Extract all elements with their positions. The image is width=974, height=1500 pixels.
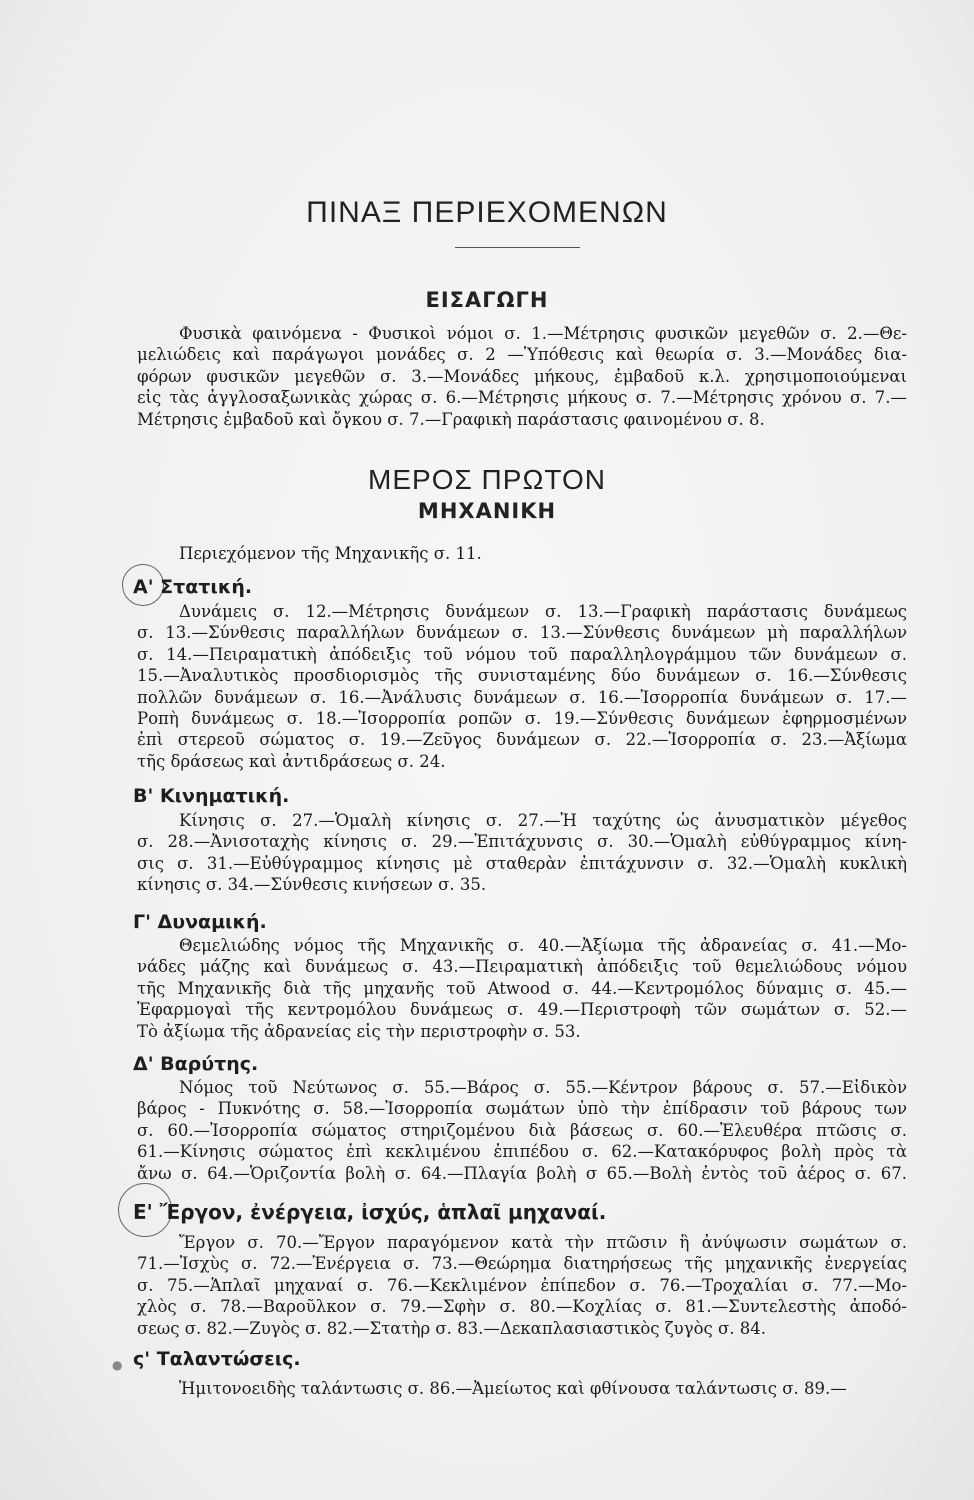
part-title: ΜΕΡΟΣ ΠΡΩΤΟΝ bbox=[368, 464, 606, 495]
text-line: Περιεχόμενον τῆς Μηχανικῆς σ. 11. bbox=[179, 544, 482, 563]
section-heading-work-energy: Ε' Ἔργον, ἐνέργεια, ἰσχύς, ἁπλαῖ μηχαναί. bbox=[133, 1200, 607, 1224]
section-paragraph-dynamics bbox=[137, 935, 907, 1042]
margin-dot-icon: ● bbox=[112, 1358, 123, 1372]
intro-heading: ΕΙΣΑΓΩΓΗ bbox=[425, 288, 549, 312]
text-line: Μέτρησις ἐμβαδοῦ καὶ ὄγκου σ. 7.—Γραφικὴ παράστασις φαινομένου σ. 8. bbox=[137, 409, 765, 429]
text-line: φόρων φυσικῶν μεγεθῶν σ. 3.—Μονάδες μήκους, ἐμβαδοῦ κ.λ. χρησιμοποιούμεναι bbox=[137, 366, 907, 386]
text-line: σ. 75.—Ἁπλαῖ μηχαναί σ. 76.—Κεκλιμένον ἐπίπεδον σ. 76.—Τροχαλίαι σ. 77.—Μο- bbox=[137, 1275, 907, 1295]
text-line: πολλῶν δυνάμεων σ. 16.—Ἀνάλυσις δυνάμεων σ. 16.—Ἰσορροπία δυνάμεων σ. 17.— bbox=[137, 687, 907, 707]
part-contents bbox=[137, 543, 907, 564]
part-subtitle: ΜΗΧΑΝΙΚΗ bbox=[417, 499, 557, 523]
text-line: Ἔργον σ. 70.—Ἔργον παραγόμενον κατὰ τὴν πτῶσιν ἢ ἀνύψωσιν σωμάτων σ. bbox=[179, 1233, 907, 1252]
text-line: Ροπὴ δυνάμεως σ. 18.—Ἰσορροπία ροπῶν σ. 19.—Σύνθεσις δυνάμεων ἐφηρμοσμένων bbox=[137, 709, 907, 729]
text-line: τῆς δράσεως καὶ ἀντιδράσεως σ. 24. bbox=[137, 751, 446, 771]
section-paragraph-work-energy bbox=[137, 1232, 907, 1339]
section-paragraph-kinematics bbox=[137, 810, 907, 896]
text-line: Κίνησις σ. 27.—Ὁμαλὴ κίνησις σ. 27.—Ἡ ταχύτης ὡς ἀνυσματικὸν μέγεθος bbox=[179, 811, 907, 830]
section-paragraph-statics bbox=[137, 601, 907, 772]
text-line: σις σ. 31.—Εὐθύγραμμος κίνησις μὲ σταθερὰν ἐπιτάχυνσιν σ. 32.—Ὁμαλὴ κυκλικὴ bbox=[137, 853, 907, 873]
text-line: Νόμος τοῦ Νεύτωνος σ. 55.—Βάρος σ. 55.—Κέντρον βάρους σ. 57.—Εἰδικὸν bbox=[179, 1078, 907, 1097]
text-line: νάδες μάζης καὶ δυνάμεως σ. 43.—Πειραματικὴ ἀπόδειξις τοῦ θεμελιώδους νόμου bbox=[137, 957, 907, 977]
text-line: σ. 60.—Ἰσορροπία σώματος στηριζομένου διὰ βάσεως σ. 60.—Ἐλευθέρα πτῶσις σ. bbox=[137, 1120, 907, 1140]
text-line: Τὸ ἀξίωμα τῆς ἀδρανείας εἰς τὴν περιστροφὴν σ. 53. bbox=[137, 1021, 581, 1041]
text-line: μελιώδεις καὶ παράγωγοι μονάδες σ. 2 —Ὑπόθεσις καὶ θεωρία σ. 3.—Μονάδες δια- bbox=[137, 345, 907, 365]
section-heading-oscillations: ς' Ταλαντώσεις. bbox=[133, 1348, 301, 1370]
text-line: τῆς Μηχανικῆς διὰ τῆς μηχανῆς τοῦ Atwood σ. 44.—Κεντρομόλος δύναμις σ. 45.— bbox=[137, 978, 907, 998]
title-divider bbox=[455, 247, 580, 248]
text-line: βάρος - Πυκνότης σ. 58.—Ἰσορροπία σωμάτων ὑπὸ τὴν ἐπίδρασιν τοῦ βάρους των bbox=[137, 1099, 907, 1119]
text-line: κίνησις σ. 34.—Σύνθεσις κινήσεων σ. 35. bbox=[137, 875, 487, 895]
section-heading-kinematics: Β' Κινηματική. bbox=[133, 785, 290, 807]
text-line: σεως σ. 82.—Ζυγὸς σ. 82.—Στατὴρ σ. 83.—Δεκαπλασιαστικὸς ζυγὸς σ. 84. bbox=[137, 1318, 766, 1338]
text-line: εἰς τὰς ἀγγλοσαξωνικὰς χώρας σ. 6.—Μέτρησις μήκους σ. 7.—Μέτρησις χρόνου σ. 7.— bbox=[137, 388, 907, 408]
intro-paragraph bbox=[137, 323, 907, 430]
text-line: 61.—Κίνησις σώματος ἐπὶ κεκλιμένου ἐπιπέδου σ. 62.—Κατακόρυφος βολὴ πρὸς τὰ bbox=[137, 1142, 907, 1162]
text-line: χλὸς σ. 78.—Βαροῦλκον σ. 79.—Σφὴν σ. 80.—Κοχλίας σ. 81.—Συντελεστὴς ἀποδό- bbox=[137, 1297, 907, 1317]
text-line: σ. 28.—Ἀνισοταχὴς κίνησις σ. 29.—Ἐπιτάχυνσις σ. 30.—Ὁμαλὴ εὐθύγραμμος κίνη- bbox=[137, 832, 907, 852]
section-paragraph-oscillations bbox=[137, 1378, 907, 1399]
text-line: 15.—Ἀναλυτικὸς προσδιορισμὸς τῆς συνισταμένης δύο δυνάμεων σ. 16.—Σύνθεσις bbox=[137, 666, 907, 686]
text-line: Θεμελιώδης νόμος τῆς Μηχανικῆς σ. 40.—Ἀξίωμα τῆς ἀδρανείας σ. 41.—Μο- bbox=[179, 936, 907, 955]
text-line: Δυνάμεις σ. 12.—Μέτρησις δυνάμεων σ. 13.—Γραφικὴ παράστασις δυνάμεως bbox=[179, 602, 907, 621]
text-line: σ. 13.—Σύνθεσις παραλλήλων δυνάμεων σ. 13.—Σύνθεσις δυνάμεων μὴ παραλλήλων bbox=[137, 623, 907, 643]
section-heading-dynamics: Γ' Δυναμική. bbox=[133, 911, 267, 933]
text-line: Ἐφαρμογαὶ τῆς κεντρομόλου δυνάμεως σ. 49.—Περιστροφὴ τῶν σωμάτων σ. 52.— bbox=[137, 1000, 907, 1020]
text-line: Φυσικὰ φαινόμενα - Φυσικοὶ νόμοι σ. 1.—Μέτρησις φυσικῶν μεγεθῶν σ. 2.—Θε- bbox=[179, 324, 907, 343]
page-title: ΠΙΝΑΞ ΠΕΡΙΕΧΟΜΕΝΩΝ bbox=[306, 196, 668, 229]
text-line: ἐπὶ στερεοῦ σώματος σ. 19.—Ζεῦγος δυνάμεων σ. 22.—Ἰσορροπία σ. 23.—Ἀξίωμα bbox=[137, 730, 907, 750]
section-paragraph-gravity bbox=[137, 1077, 907, 1184]
text-line: 71.—Ἰσχὺς σ. 72.—Ἐνέργεια σ. 73.—Θεώρημα διατηρήσεως τῆς μηχανικῆς ἐνεργείας bbox=[137, 1254, 907, 1274]
text-line: σ. 14.—Πειραματικὴ ἀπόδειξις τοῦ νόμου τοῦ παραλληλογράμμου τῶν δυνάμεων σ. bbox=[137, 644, 907, 664]
section-heading-gravity: Δ' Βαρύτης. bbox=[133, 1053, 259, 1075]
text-line: Ἡμιτονοειδὴς ταλάντωσις σ. 86.—Ἀμείωτος καὶ φθίνουσα ταλάντωσις σ. 89.— bbox=[179, 1379, 847, 1398]
section-heading-statics: Α' Στατική. bbox=[133, 576, 253, 598]
text-line: ἄνω σ. 64.—Ὁριζοντία βολὴ σ. 64.—Πλαγία βολὴ σ 65.—Βολὴ ἐντὸς τοῦ ἀέρος σ. 67. bbox=[137, 1163, 907, 1183]
